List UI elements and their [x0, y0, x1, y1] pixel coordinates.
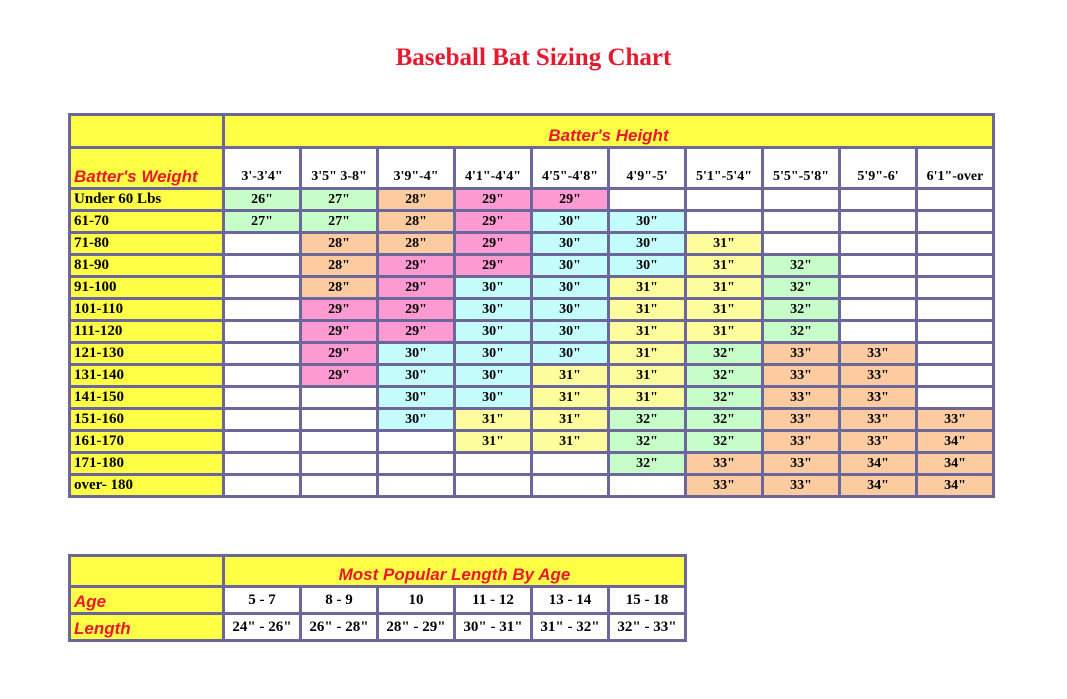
- age-corner-cell: [71, 557, 222, 585]
- bat-length-cell: 29": [302, 300, 376, 319]
- bat-length-cell: 30": [456, 322, 530, 341]
- bat-length-cell: 30": [456, 344, 530, 363]
- bat-length-cell: [610, 190, 684, 209]
- table-row: [71, 234, 992, 253]
- bat-length-cell: [918, 388, 992, 407]
- weight-label: 171-180: [71, 454, 222, 473]
- bat-length-cell: 30": [379, 344, 453, 363]
- bat-length-cell: 31": [610, 344, 684, 363]
- bat-length-cell: [456, 476, 530, 495]
- bat-length-cell: 32": [610, 454, 684, 473]
- bat-length-cell: [918, 278, 992, 297]
- age-table-header: Most Popular Length By Age: [225, 557, 684, 585]
- bat-length-cell: 29": [302, 322, 376, 341]
- bat-length-cell: [225, 344, 299, 363]
- bat-length-cell: 32": [764, 256, 838, 275]
- table-row: [71, 322, 992, 341]
- bat-length-cell: 29": [379, 322, 453, 341]
- bat-length-cell: [918, 344, 992, 363]
- weight-label: 101-110: [71, 300, 222, 319]
- bat-length-cell: [687, 190, 761, 209]
- bat-length-cell: [918, 366, 992, 385]
- weight-header: Batter's Weight: [71, 149, 222, 187]
- bat-length-cell: 30": [533, 278, 607, 297]
- age-cell: 13 - 14: [533, 588, 607, 612]
- bat-length-cell: 26": [225, 190, 299, 209]
- bat-length-cell: [379, 432, 453, 451]
- length-cell: 26" - 28": [302, 615, 376, 639]
- length-cell: 24" - 26": [225, 615, 299, 639]
- bat-length-cell: 33": [841, 388, 915, 407]
- bat-length-cell: 27": [302, 212, 376, 231]
- bat-length-cell: 28": [302, 256, 376, 275]
- weight-label: 121-130: [71, 344, 222, 363]
- table-row: [71, 410, 992, 429]
- height-column-header: 4'5"-4'8": [533, 149, 607, 187]
- bat-length-cell: [302, 432, 376, 451]
- bat-length-cell: [456, 454, 530, 473]
- bat-length-cell: 31": [687, 300, 761, 319]
- bat-length-cell: 33": [687, 476, 761, 495]
- corner-cell: [71, 116, 222, 146]
- bat-length-cell: 30": [456, 388, 530, 407]
- bat-length-cell: 30": [533, 212, 607, 231]
- bat-length-cell: [918, 256, 992, 275]
- bat-length-cell: 33": [687, 454, 761, 473]
- bat-length-cell: 34": [841, 454, 915, 473]
- bat-length-cell: [379, 454, 453, 473]
- weight-label: Under 60 Lbs: [71, 190, 222, 209]
- table-row: [71, 300, 992, 319]
- height-column-header: 6'1"-over: [918, 149, 992, 187]
- bat-length-cell: [841, 212, 915, 231]
- weight-label: 61-70: [71, 212, 222, 231]
- bat-length-cell: [225, 366, 299, 385]
- height-column-header: 3'5" 3-8": [302, 149, 376, 187]
- bat-length-cell: [302, 410, 376, 429]
- height-column-header: 5'5"-5'8": [764, 149, 838, 187]
- bat-length-cell: 34": [841, 476, 915, 495]
- bat-length-cell: [841, 322, 915, 341]
- table-row: [71, 190, 992, 209]
- bat-length-cell: [918, 234, 992, 253]
- length-cell: 32" - 33": [610, 615, 684, 639]
- bat-length-cell: [610, 476, 684, 495]
- bat-length-cell: 30": [610, 256, 684, 275]
- bat-length-cell: 30": [610, 212, 684, 231]
- bat-length-cell: [302, 454, 376, 473]
- bat-length-cell: 32": [610, 432, 684, 451]
- bat-length-cell: [841, 234, 915, 253]
- bat-length-cell: 30": [456, 300, 530, 319]
- bat-length-cell: [918, 300, 992, 319]
- height-column-header: 4'1"-4'4": [456, 149, 530, 187]
- bat-length-cell: 34": [918, 476, 992, 495]
- weight-label: 161-170: [71, 432, 222, 451]
- bat-length-cell: 31": [533, 366, 607, 385]
- height-column-header: 5'1"-5'4": [687, 149, 761, 187]
- bat-length-cell: [841, 256, 915, 275]
- bat-length-cell: 31": [610, 300, 684, 319]
- bat-length-cell: 34": [918, 454, 992, 473]
- table-row: [71, 256, 992, 275]
- bat-length-cell: 31": [610, 322, 684, 341]
- bat-length-cell: 33": [764, 410, 838, 429]
- bat-length-cell: [225, 234, 299, 253]
- age-length-table: [68, 554, 687, 642]
- bat-length-cell: 29": [302, 366, 376, 385]
- bat-length-cell: 32": [764, 322, 838, 341]
- bat-length-cell: 31": [687, 256, 761, 275]
- bat-length-cell: 30": [379, 366, 453, 385]
- bat-length-cell: 33": [764, 432, 838, 451]
- height-column-header: 5'9"-6': [841, 149, 915, 187]
- bat-length-cell: 31": [610, 388, 684, 407]
- weight-label: 141-150: [71, 388, 222, 407]
- bat-length-cell: 31": [610, 366, 684, 385]
- bat-length-cell: [841, 278, 915, 297]
- bat-length-cell: [225, 476, 299, 495]
- bat-length-cell: 31": [610, 278, 684, 297]
- bat-length-cell: 31": [533, 388, 607, 407]
- bat-length-cell: 29": [456, 212, 530, 231]
- age-label: Age: [71, 588, 222, 612]
- age-cell: 5 - 7: [225, 588, 299, 612]
- bat-length-cell: [225, 322, 299, 341]
- bat-length-cell: [841, 300, 915, 319]
- bat-size-table: [68, 113, 995, 498]
- bat-length-cell: [302, 476, 376, 495]
- bat-length-cell: [225, 432, 299, 451]
- bat-length-cell: [918, 212, 992, 231]
- bat-length-cell: [841, 190, 915, 209]
- bat-length-cell: 31": [687, 234, 761, 253]
- bat-length-cell: [764, 212, 838, 231]
- table-row: [71, 454, 992, 473]
- height-header: Batter's Height: [225, 116, 992, 146]
- bat-length-cell: 29": [456, 234, 530, 253]
- bat-length-cell: 32": [764, 278, 838, 297]
- bat-length-cell: 33": [918, 410, 992, 429]
- bat-length-cell: 33": [841, 410, 915, 429]
- bat-length-cell: 29": [379, 278, 453, 297]
- bat-length-cell: 30": [456, 366, 530, 385]
- table-row: [71, 476, 992, 495]
- weight-label: over- 180: [71, 476, 222, 495]
- height-column-header: 3'9"-4": [379, 149, 453, 187]
- page-title: Baseball Bat Sizing Chart: [395, 44, 672, 71]
- bat-length-cell: 32": [687, 366, 761, 385]
- bat-length-cell: 28": [302, 278, 376, 297]
- bat-length-cell: [225, 256, 299, 275]
- bat-length-cell: [225, 388, 299, 407]
- bat-length-cell: 31": [456, 432, 530, 451]
- bat-length-cell: [764, 234, 838, 253]
- bat-length-cell: 33": [764, 388, 838, 407]
- bat-length-cell: 29": [533, 190, 607, 209]
- weight-label: 111-120: [71, 322, 222, 341]
- bat-length-cell: [533, 476, 607, 495]
- bat-length-cell: 33": [841, 432, 915, 451]
- bat-length-cell: 30": [456, 278, 530, 297]
- bat-length-cell: 29": [379, 300, 453, 319]
- table-row: [71, 212, 992, 231]
- bat-length-cell: 33": [841, 344, 915, 363]
- bat-length-cell: [302, 388, 376, 407]
- bat-length-cell: [225, 410, 299, 429]
- length-cell: 30" - 31": [456, 615, 530, 639]
- bat-length-cell: 32": [610, 410, 684, 429]
- bat-length-cell: 30": [533, 256, 607, 275]
- bat-length-cell: 30": [379, 388, 453, 407]
- length-cell: 28" - 29": [379, 615, 453, 639]
- bat-length-cell: 34": [918, 432, 992, 451]
- bat-length-cell: [533, 454, 607, 473]
- bat-length-cell: 31": [687, 322, 761, 341]
- bat-length-cell: 33": [841, 366, 915, 385]
- bat-length-cell: 33": [764, 454, 838, 473]
- bat-length-cell: [225, 278, 299, 297]
- table-row: [71, 278, 992, 297]
- bat-length-cell: 29": [302, 344, 376, 363]
- bat-length-cell: 31": [533, 432, 607, 451]
- age-cell: 10: [379, 588, 453, 612]
- bat-length-cell: 32": [687, 344, 761, 363]
- bat-length-cell: 28": [379, 212, 453, 231]
- bat-length-cell: 28": [302, 234, 376, 253]
- bat-length-cell: 31": [687, 278, 761, 297]
- bat-length-cell: 28": [379, 234, 453, 253]
- bat-length-cell: 28": [379, 190, 453, 209]
- bat-length-cell: 33": [764, 476, 838, 495]
- bat-length-cell: 29": [456, 190, 530, 209]
- table-row: [71, 366, 992, 385]
- length-label: Length: [71, 615, 222, 639]
- bat-length-cell: 27": [302, 190, 376, 209]
- age-cell: 11 - 12: [456, 588, 530, 612]
- bat-length-cell: 31": [533, 410, 607, 429]
- bat-length-cell: [225, 300, 299, 319]
- bat-length-cell: 30": [379, 410, 453, 429]
- bat-length-cell: [764, 190, 838, 209]
- bat-length-cell: 30": [533, 300, 607, 319]
- bat-length-cell: 33": [764, 366, 838, 385]
- bat-length-cell: [379, 476, 453, 495]
- bat-length-cell: 30": [610, 234, 684, 253]
- bat-length-cell: 32": [764, 300, 838, 319]
- bat-length-cell: [918, 322, 992, 341]
- bat-length-cell: 29": [456, 256, 530, 275]
- bat-length-cell: 32": [687, 388, 761, 407]
- bat-length-cell: 29": [379, 256, 453, 275]
- weight-label: 151-160: [71, 410, 222, 429]
- table-row: [71, 388, 992, 407]
- bat-length-cell: 33": [764, 344, 838, 363]
- bat-length-cell: [918, 190, 992, 209]
- height-column-header: 3'-3'4": [225, 149, 299, 187]
- weight-label: 131-140: [71, 366, 222, 385]
- bat-length-cell: [225, 454, 299, 473]
- bat-length-cell: 30": [533, 234, 607, 253]
- weight-label: 81-90: [71, 256, 222, 275]
- bat-length-cell: 32": [687, 432, 761, 451]
- bat-length-cell: 32": [687, 410, 761, 429]
- bat-length-cell: 27": [225, 212, 299, 231]
- table-row: [71, 432, 992, 451]
- length-cell: 31" - 32": [533, 615, 607, 639]
- age-cell: 8 - 9: [302, 588, 376, 612]
- bat-length-cell: 30": [533, 344, 607, 363]
- age-cell: 15 - 18: [610, 588, 684, 612]
- weight-label: 91-100: [71, 278, 222, 297]
- bat-length-cell: 31": [456, 410, 530, 429]
- weight-label: 71-80: [71, 234, 222, 253]
- height-column-header: 4'9"-5': [610, 149, 684, 187]
- bat-length-cell: [687, 212, 761, 231]
- table-row: [71, 344, 992, 363]
- bat-length-cell: 30": [533, 322, 607, 341]
